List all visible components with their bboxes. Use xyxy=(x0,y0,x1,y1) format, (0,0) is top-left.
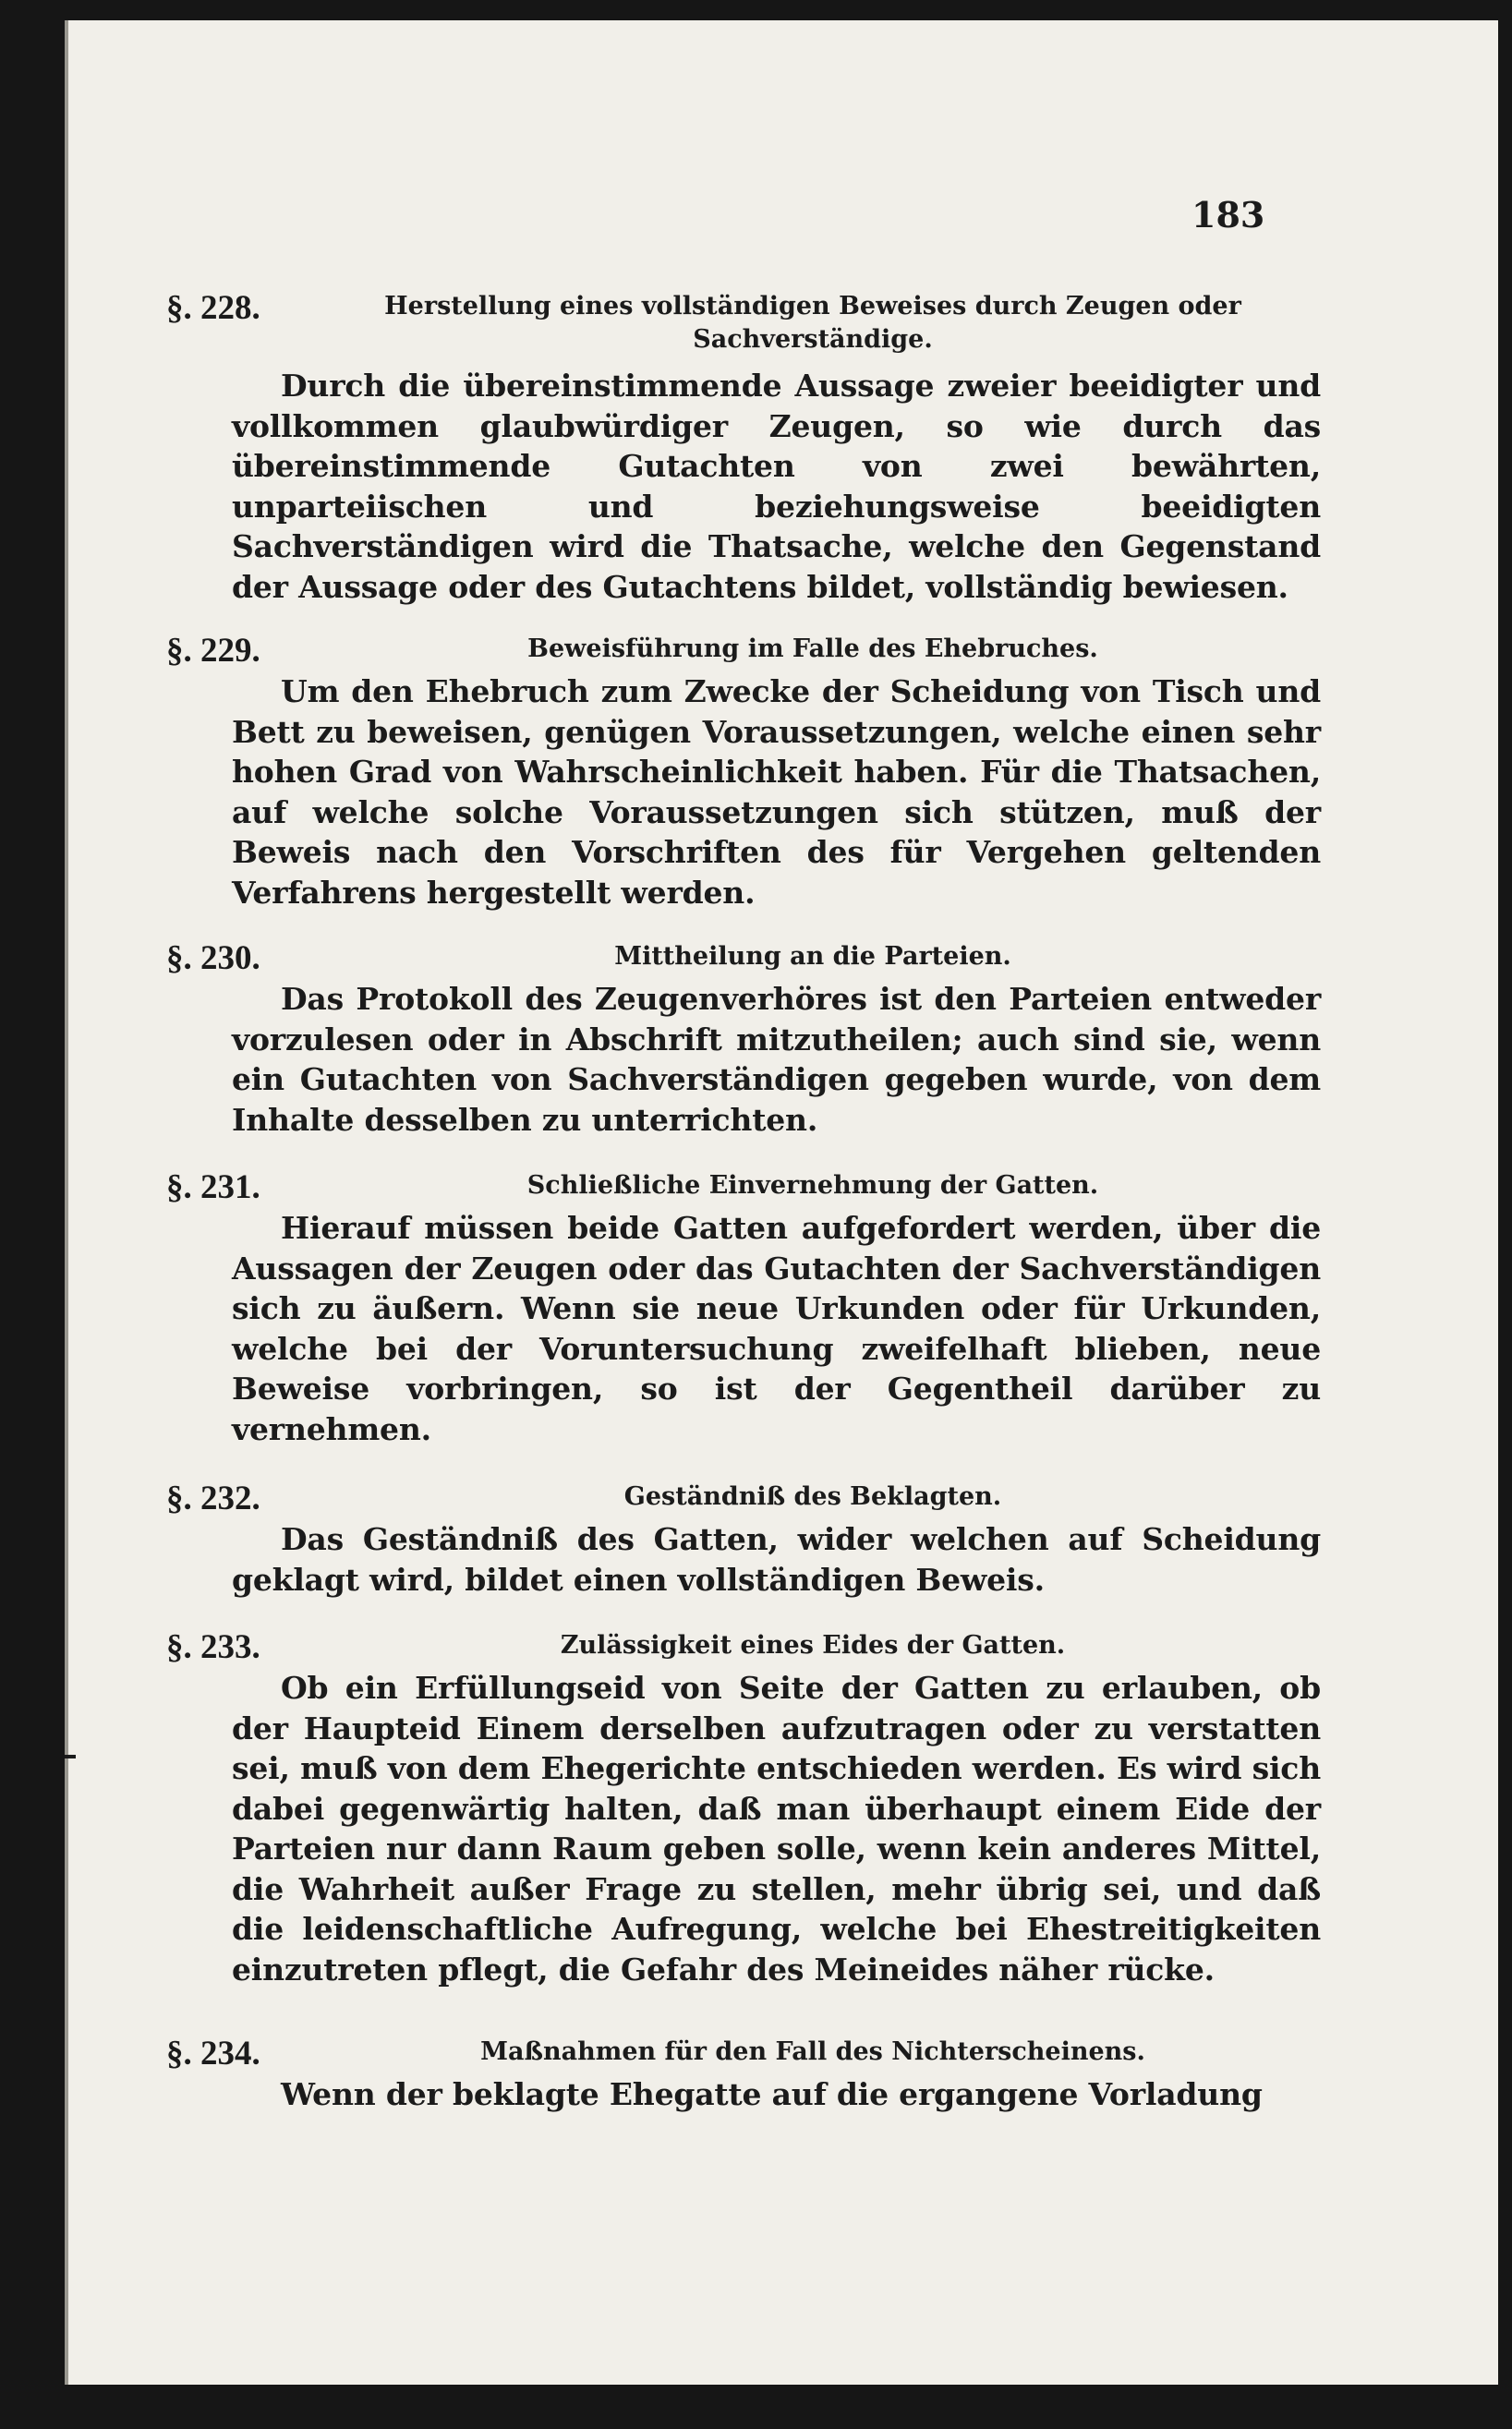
section-body: Ob ein Erfüllungseid von Seite der Gatten zu erlauben, ob der Hauptеid Einem derselben aufzutragen oder zu verstatten sei, muß von dem Ehegerichte entschieden werden. Es wird sich dabei gegenwärtig halten, daß man überhaupt einem Eide der Parteien nur dann Raum geben solle, wenn kein anderes Mittel, die Wahrheit außer Frage zu stellen, mehr übrig sei, und daß die leidenschaftliche Aufregung, welche bei Ehestreitigkeiten einzutreten pflegt, die Gefahr des Meineides näher rücke. xyxy=(232,1670,1321,1988)
section-heading xyxy=(166,623,1321,671)
edge-mark xyxy=(65,1755,76,1758)
section-230 xyxy=(166,931,1321,1140)
section-heading xyxy=(166,1620,1321,1668)
section-title: Mittheilung an die Parteien. xyxy=(614,942,1011,971)
section-title: Maßnahmen für den Fall des Nichterscheinens. xyxy=(480,2037,1145,2066)
section-body: Das Geständniß des Gatten, wider welchen auf Scheidung geklagt wird, bildet einen vollständigen Beweis. xyxy=(232,1521,1321,1598)
section-number: §. 231. xyxy=(166,1168,260,1206)
section-232 xyxy=(166,1471,1321,1600)
section-heading xyxy=(166,281,1321,366)
section-234 xyxy=(166,2026,1321,2115)
section-229 xyxy=(166,623,1321,912)
section-body: Durch die übereinstimmende Aussage zweier beeidigter und vollkommen glaubwürdiger Zeugen, so wie durch das übereinstimmende Gutachten von zwei bewährten, unparteiischen und beziehungsweise beeidigten Sachverständigen wird die Thatsache, welche den Gegenstand der Aussage oder des Gutachtens bildet, vollständig bewiesen. xyxy=(232,368,1321,605)
section-number: §. 228. xyxy=(166,289,260,327)
page-content xyxy=(166,281,1321,2115)
book-page xyxy=(65,20,1498,2385)
section-heading xyxy=(166,2026,1321,2074)
section-number: §. 232. xyxy=(166,1480,260,1517)
page-number: 183 xyxy=(1191,194,1265,236)
section-title: Beweisführung im Falle des Ehebruches. xyxy=(527,634,1098,663)
section-title: Herstellung eines vollständigen Beweises durch Zeugen oder Sachverständige. xyxy=(384,292,1241,354)
section-title: Zulässigkeit eines Eides der Gatten. xyxy=(560,1631,1066,1660)
section-231 xyxy=(166,1160,1321,1449)
section-title: Schließliche Einvernehmung der Gatten. xyxy=(526,1171,1099,1200)
section-number: §. 233. xyxy=(166,1628,260,1666)
section-title: Geständniß des Beklagten. xyxy=(623,1482,1002,1511)
section-heading xyxy=(166,931,1321,979)
page-gutter-line xyxy=(65,20,68,2385)
section-number: §. 229. xyxy=(166,632,260,670)
section-body: Das Protokoll des Zeugenverhöres ist den Parteien entweder vorzulesen oder in Abschrift mitzutheilen; auch sind sie, wenn ein Gutachten von Sachverständigen gegeben wurde, von dem Inhalte desselben zu unterrichten. xyxy=(232,981,1321,1138)
section-233 xyxy=(166,1620,1321,1989)
section-number: §. 230. xyxy=(166,939,260,977)
section-228 xyxy=(166,281,1321,607)
section-heading xyxy=(166,1471,1321,1519)
section-body: Wenn der beklagte Ehegatte auf die ergangene Vorladung xyxy=(281,2076,1263,2112)
section-body: Hierauf müssen beide Gatten aufgefordert werden, über die Aussagen der Zeugen oder das Gutachten der Sachverständigen sich zu äußern. Wenn sie neue Urkunden oder für Urkunden, welche bei der Voruntersuchung zweifelhaft blieben, neue Beweise vorbringen, so ist der Gegentheil darüber zu vernehmen. xyxy=(232,1210,1321,1447)
section-number: §. 234. xyxy=(166,2035,260,2073)
section-body: Um den Ehebruch zum Zwecke der Scheidung von Tisch und Bett zu beweisen, genügen Voraussetzungen, welche einen sehr hohen Grad von Wahrscheinlichkeit haben. Für die Thatsachen, auf welche solche Voraussetzungen sich stützen, muß der Beweis nach den Vorschriften des für Vergehen geltenden Verfahrens hergestellt werden. xyxy=(232,673,1321,911)
section-heading xyxy=(166,1160,1321,1208)
